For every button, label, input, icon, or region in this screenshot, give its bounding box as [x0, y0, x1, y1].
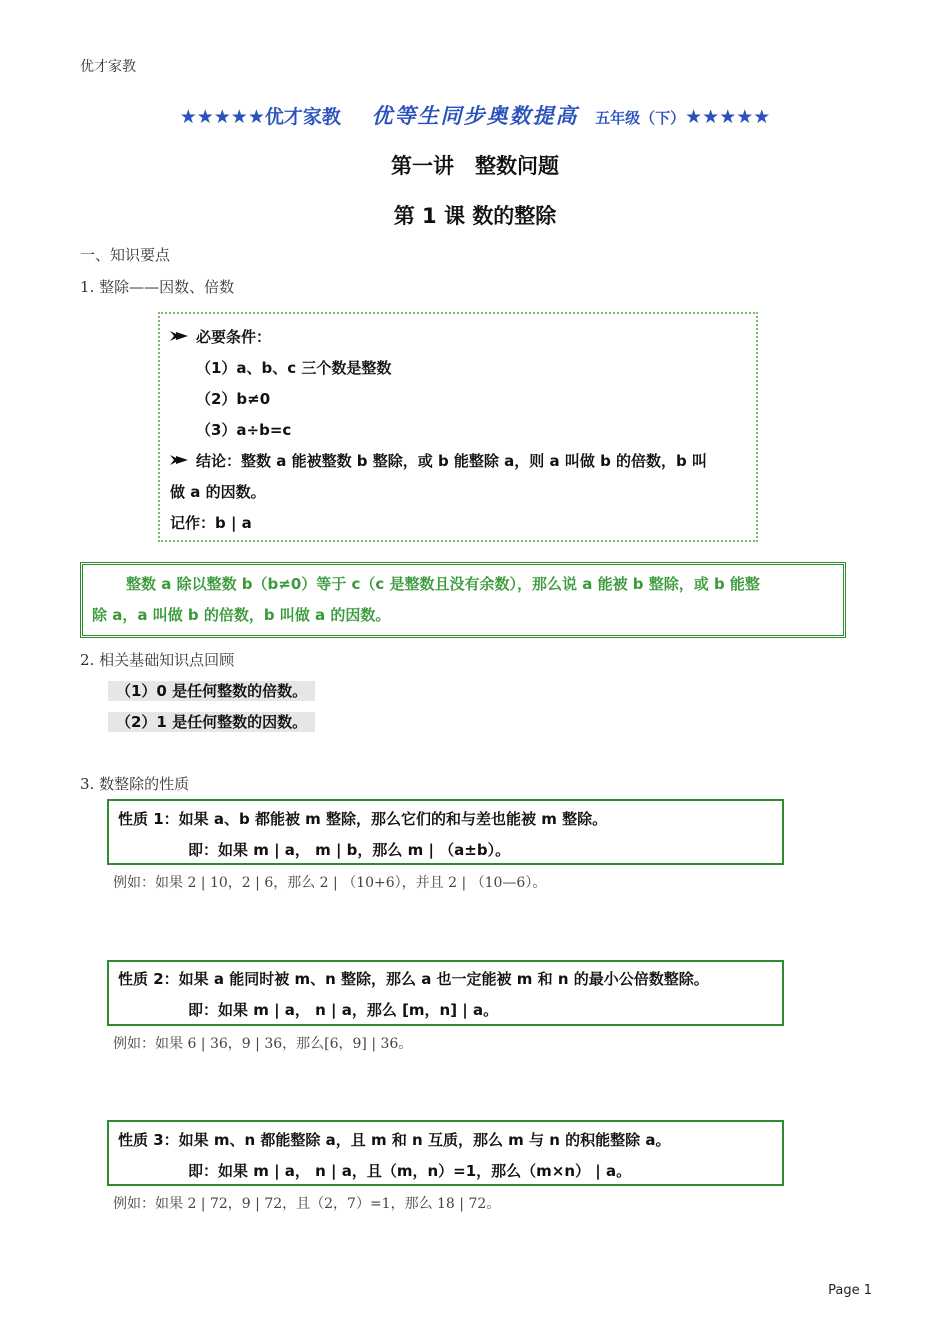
- property-1-example: 例如：如果 2 | 10，2 | 6，那么 2 | （10+6），并且 2 | （10—6）。: [113, 875, 547, 891]
- banner-right: ★★★★★: [685, 106, 771, 128]
- property-3-line-2: 即：如果 m | a， n | a，且（m，n）=1，那么（m×n） | a。: [188, 1162, 632, 1180]
- review-2: [108, 711, 315, 732]
- review-2-text: （2）1 是任何整数的因数。: [108, 712, 315, 732]
- property-3-example: 例如：如果 2 | 72，9 | 72，且（2，7）=1，那么 18 | 72。: [113, 1196, 501, 1212]
- conclusion-text: 结论：整数 a 能被整数 b 整除，或 b 能整除 a，则 a 叫做 b 的倍数，b 叫: [196, 452, 707, 470]
- banner-grade: 五年级（下）: [595, 109, 686, 127]
- lecture-title: 第一讲 整数问题: [391, 154, 559, 178]
- review-1-text: （1）0 是任何整数的倍数。: [108, 681, 315, 701]
- item-3: 3. 数整除的性质: [80, 775, 190, 793]
- item-2: 2. 相关基础知识点回顾: [80, 651, 235, 669]
- property-1-line-1: 性质 1：如果 a、b 都能被 m 整除，那么它们的和与差也能被 m 整除。: [118, 810, 608, 828]
- section-heading: 一、知识要点: [80, 246, 171, 264]
- notation: 记作：b | a: [170, 514, 252, 532]
- lesson-title: 第 1 课 数的整除: [393, 204, 557, 228]
- arrow-icon: [170, 452, 190, 470]
- item-1: 1. 整除——因数、倍数: [80, 278, 235, 296]
- conditions-heading: [170, 326, 271, 347]
- definition-line-1: 整数 a 除以整数 b（b≠0）等于 c（c 是整数且没有余数），那么说 a 能被 b 整除，或 b 能整: [126, 575, 760, 593]
- definition-text: [92, 569, 837, 631]
- conclusion-line-2: 做 a 的因数。: [170, 483, 266, 501]
- arrow-icon: [170, 328, 190, 346]
- condition-3: （3）a÷b=c: [196, 421, 292, 439]
- review-1: [108, 680, 315, 701]
- banner-middle: 优等生同步奥数提高: [371, 104, 579, 128]
- heading-text: 必要条件：: [196, 328, 272, 346]
- condition-2: （2）b≠0: [196, 390, 271, 408]
- page-header: 优才家教: [80, 59, 136, 75]
- property-3-line-1: 性质 3：如果 m、n 都能整除 a，且 m 和 n 互质，那么 m 与 n 的积能整除 a。: [118, 1131, 671, 1149]
- property-2-example: 例如：如果 6 | 36，9 | 36，那么[6，9] | 36。: [113, 1036, 413, 1052]
- banner-title: [0, 100, 950, 130]
- definition-line-2: 除 a，a 叫做 b 的倍数，b 叫做 a 的因数。: [92, 606, 391, 624]
- condition-1: （1）a、b、c 三个数是整数: [196, 359, 392, 377]
- banner-left: ★★★★★优才家教: [179, 106, 341, 128]
- property-2-line-1: 性质 2：如果 a 能同时被 m、n 整除，那么 a 也一定能被 m 和 n 的最小公倍数整除。: [118, 970, 709, 988]
- page-number: Page 1: [828, 1283, 872, 1298]
- property-1-line-2: 即：如果 m | a， m | b，那么 m | （a±b）。: [188, 841, 511, 859]
- property-2-line-2: 即：如果 m | a， n | a，那么 [m，n] | a。: [188, 1001, 499, 1019]
- conclusion-line-1: [170, 450, 707, 471]
